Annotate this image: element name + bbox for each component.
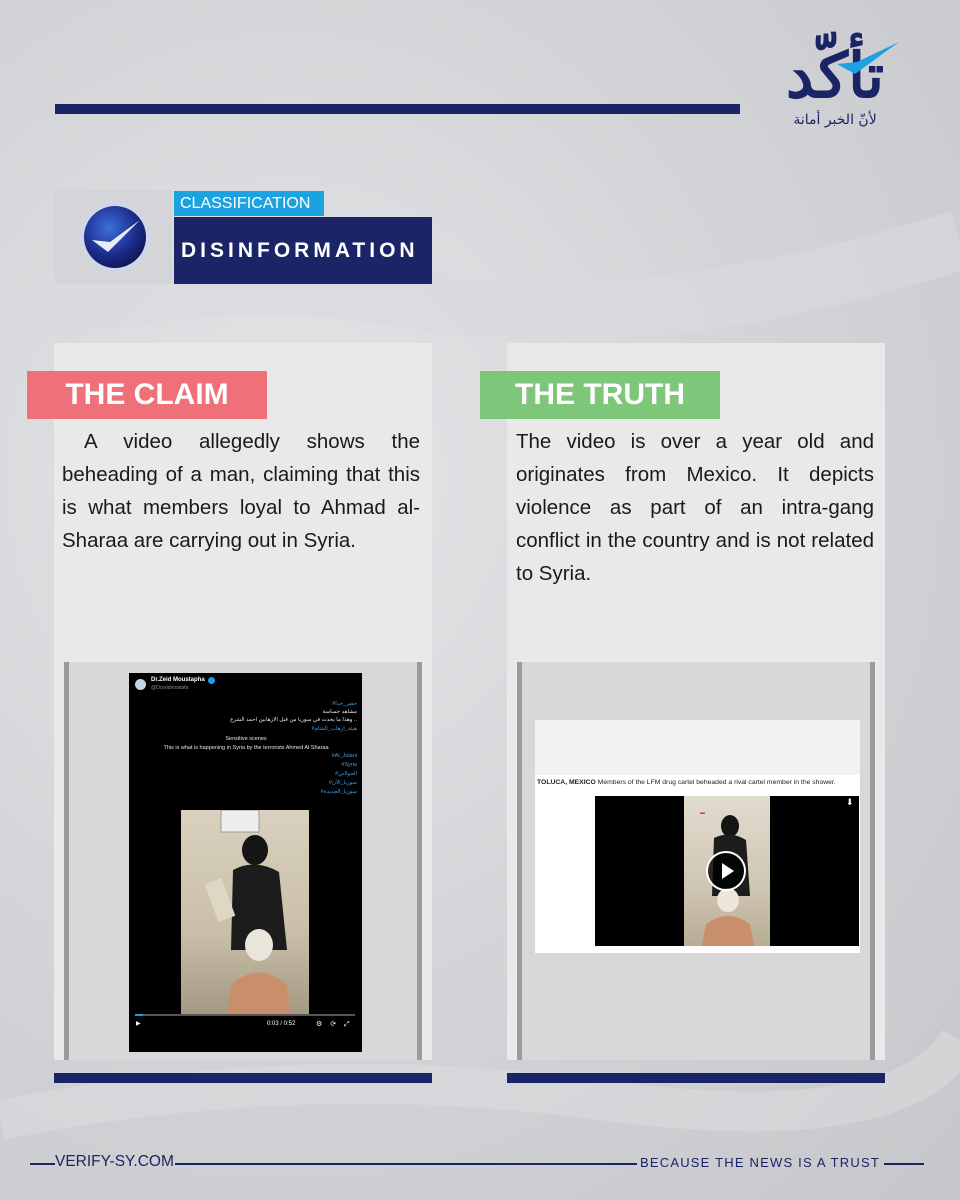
video-figure-image	[181, 810, 309, 1015]
logo-check-icon	[833, 38, 903, 78]
tweet-author-name: Dr.Zeid Moustapha	[151, 677, 205, 683]
tweet-hashtag: #سوريا_الجديدة	[320, 789, 357, 795]
video-progress-track[interactable]	[135, 1014, 355, 1016]
footer-rule-right-short	[884, 1163, 924, 1165]
play-icon	[708, 853, 744, 889]
news-caption-location: TOLUCA, MEXICO	[537, 779, 596, 786]
footer-website[interactable]: VERIFY-SY.COM	[55, 1153, 174, 1170]
news-caption-text: Members of the LFM drug cartel beheaded a rival cartel member in the shower.	[595, 779, 836, 786]
classification-label: CLASSIFICATION	[174, 191, 324, 216]
footer-slogan: BECAUSE THE NEWS IS A TRUST	[640, 1155, 880, 1170]
footer-rule-left-short	[30, 1163, 55, 1165]
play-icon[interactable]: ▶	[136, 1021, 141, 1027]
video-controls-icons[interactable]: ⚙ ⟳ ⤢	[316, 1021, 353, 1028]
claim-panel-footer-bar	[54, 1073, 432, 1083]
tweet-hashtag: #سوريا_الآن	[328, 780, 357, 786]
tweet-line: مشاهد حساسة	[322, 709, 357, 715]
verify-globe-icon	[78, 200, 152, 274]
tweet-line: This is what is happening in Syria by the terrorists Ahmed Al Sharaa	[163, 745, 329, 751]
tweet-hashtag: #Al_Julani	[331, 753, 357, 759]
tweet-video-frame	[181, 810, 309, 1015]
header-rule	[55, 104, 740, 114]
logo-wordmark: تأكّد	[785, 39, 885, 112]
verified-badge-icon	[208, 677, 215, 684]
tweet-line: وهذا ما يحدث في سوريا من قبل الارهابين احمد الشرع ..	[230, 717, 357, 723]
logo-tagline: لأنّ الخبر أمانة	[793, 112, 877, 128]
download-icon[interactable]: ⬇	[846, 797, 854, 807]
tweet-line: Sensitive scenes	[225, 736, 267, 742]
classification-value: DISINFORMATION	[174, 217, 432, 284]
tweet-avatar	[135, 679, 146, 690]
tweet-hashtag: #حقير_جدا	[332, 701, 357, 707]
tweet-hashtag: #الجولاني	[335, 771, 357, 777]
truth-heading: THE TRUTH	[480, 371, 720, 419]
tweet-author-handle: @Drzeidmostafa	[151, 685, 189, 691]
tweet-hashtag: #هيئة_ارهاب_الشام	[311, 726, 357, 732]
play-button[interactable]	[706, 851, 746, 891]
footer-rule	[175, 1163, 637, 1165]
tweet-hashtag: #Syria	[341, 762, 357, 768]
video-progress-fill	[135, 1014, 143, 1016]
video-time: 0:03 / 0:52	[267, 1021, 296, 1027]
news-video-watermark-icon: ▬	[700, 810, 705, 816]
truth-panel-footer-bar	[507, 1073, 885, 1083]
claim-heading: THE CLAIM	[27, 371, 267, 419]
news-caption	[537, 779, 859, 786]
claim-text: A video allegedly shows the beheading of a man, claiming that this is what members loyal to Ahmad al-Sharaa are carrying out in Syria.	[62, 430, 420, 552]
brand-logo	[745, 38, 925, 148]
truth-text: The video is over a year old and originates from Mexico. It depicts violence as part of an intra-gang conflict in the country and is not related to Syria.	[516, 430, 874, 585]
